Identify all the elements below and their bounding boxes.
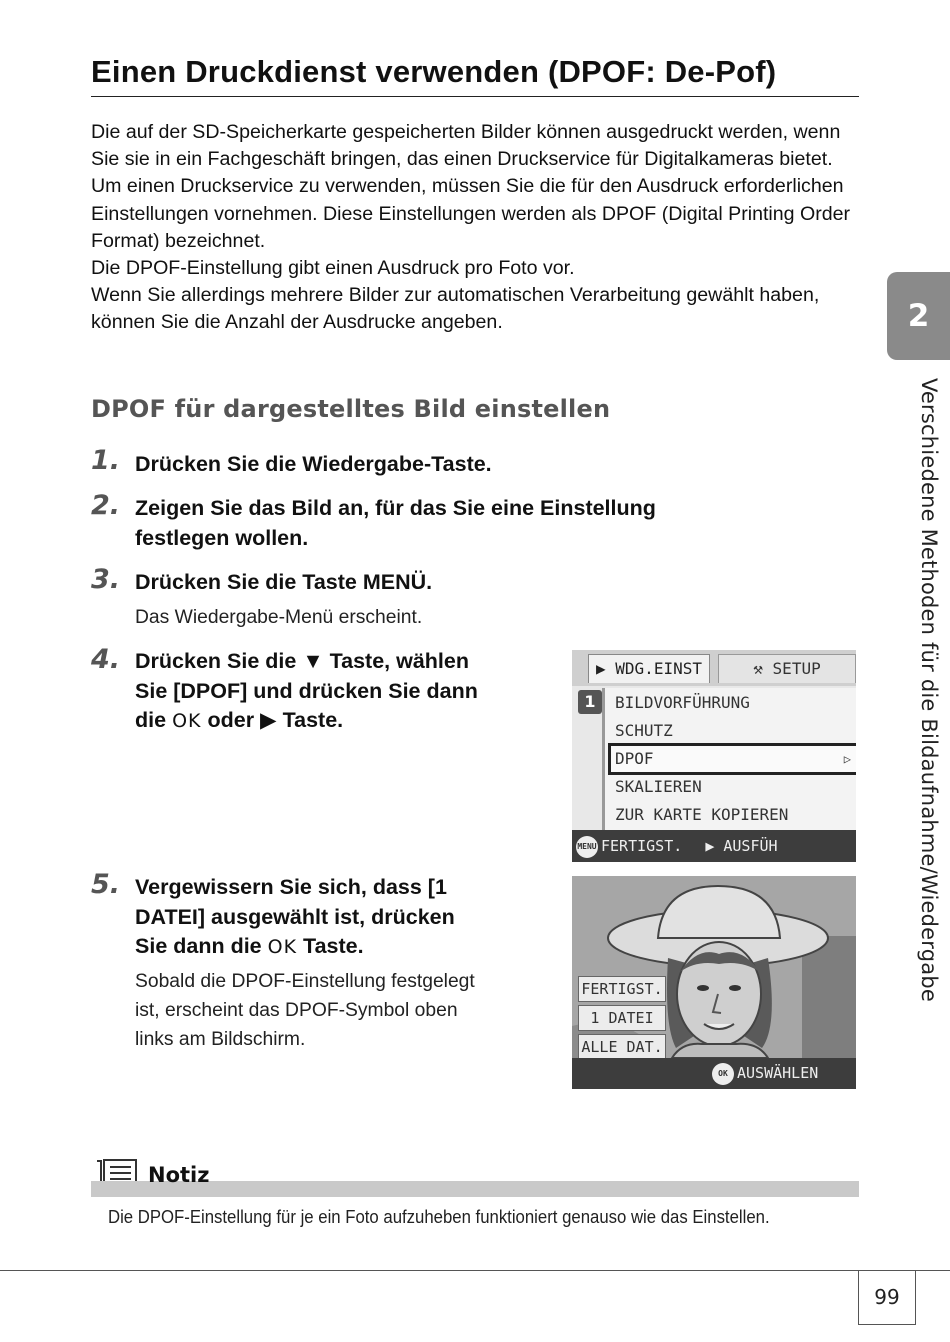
dpof-option-selected: 1 DATEI xyxy=(578,1005,666,1031)
dpof-option: FERTIGST. xyxy=(578,976,666,1002)
note-text: Die DPOF-Einstellung für je ein Foto aufzuheben funktioniert genauso wie das Einstellen. xyxy=(108,1207,770,1227)
chapter-side-title: Verschiedene Methoden für die Bildaufnahme/Wiedergabe xyxy=(917,378,941,1002)
step-line: Sie dann die OK Taste. xyxy=(135,934,364,958)
step-subtext: Das Wiedergabe-Menü erscheint. xyxy=(135,607,423,628)
intro-paragraph: Um einen Druckservice zu verwenden, müssen Sie die für den Ausdruck erforderlichen Einstellungen vornehmen. Diese Einstellungen werden als DPOF (Digital Printing Order Format) bezeichnet. xyxy=(91,175,851,252)
wrench-icon: ⚒ xyxy=(753,659,763,678)
step-line: festlegen wollen. xyxy=(135,525,309,550)
step-text xyxy=(135,873,455,963)
menu-item: SKALIEREN xyxy=(615,777,702,796)
intro-paragraph: Die DPOF-Einstellung gibt einen Ausdruck pro Foto vor. xyxy=(91,257,575,280)
ok-button-glyph: OK xyxy=(267,936,298,958)
step-number: 3. xyxy=(91,564,121,595)
menu-item: BILDVORFÜHRUNG xyxy=(615,693,750,712)
title-divider xyxy=(91,96,859,97)
step-number: 5. xyxy=(91,869,121,900)
menu-footer-bar: MENU FERTIGST. ▶ AUSFÜH xyxy=(572,830,856,862)
step-number: 4. xyxy=(91,644,121,675)
menu-item: ZUR KARTE KOPIEREN xyxy=(615,805,789,824)
menu-page-number: 1 xyxy=(578,690,602,714)
page-title: Einen Druckdienst verwenden (DPOF: De-Pof) xyxy=(91,54,777,89)
chapter-tab: 2 xyxy=(887,272,950,360)
dpof-footer-bar: OK AUSWÄHLEN xyxy=(572,1058,856,1089)
camera-menu-screen xyxy=(572,650,856,862)
right-triangle-icon: ▶ xyxy=(260,708,277,732)
ok-button-glyph: OK xyxy=(172,710,202,732)
step-text: Drücken Sie die Wiedergabe-Taste. xyxy=(135,452,492,476)
down-triangle-icon: ▼ xyxy=(302,649,324,673)
menu-item-selected: DPOF ▷ xyxy=(608,743,856,775)
step-line: die OK oder ▶ Taste. xyxy=(135,708,344,732)
dpof-option-list xyxy=(578,976,666,1063)
ok-button-icon: OK xyxy=(712,1063,734,1085)
step-text xyxy=(135,494,656,553)
step-number: 2. xyxy=(91,490,121,521)
section-heading: DPOF für dargestelltes Bild einstellen xyxy=(91,395,611,423)
step-line: Zeigen Sie das Bild an, für das Sie eine Einstellung xyxy=(135,496,656,520)
camera-dpof-screen xyxy=(572,876,856,1089)
step-line: DATEI] ausgewählt ist, drücken xyxy=(135,904,455,929)
step-subtext: Sobald die DPOF-Einstellung festgelegt ist, erscheint das DPOF-Symbol oben links am Bildschirm. xyxy=(135,971,475,1050)
footer-divider xyxy=(0,1270,950,1271)
submenu-arrow-icon: ▷ xyxy=(843,752,851,766)
dpof-option: ALLE DAT. xyxy=(578,1034,666,1060)
menu-item: SCHUTZ xyxy=(615,721,673,740)
playback-icon: ▶ xyxy=(596,659,606,678)
playback-menu-list xyxy=(602,688,856,832)
note-title: Notiz xyxy=(148,1163,210,1187)
step-number: 1. xyxy=(91,445,121,476)
step-line: Drücken Sie die ▼ Taste, wählen xyxy=(135,649,469,673)
step-text xyxy=(135,647,478,737)
intro-paragraph: Die auf der SD-Speicherkarte gespeicherten Bilder können ausgedruckt werden, wenn Sie sie in ein Fachgeschäft bringen, das einen Druckservice für Digitalkameras bietet. xyxy=(91,121,841,171)
step-line: Sie [DPOF] und drücken Sie dann xyxy=(135,678,478,703)
step-text: Drücken Sie die Taste MENÜ. xyxy=(135,570,433,594)
intro-text xyxy=(91,119,866,337)
menu-button-icon: MENU xyxy=(576,836,598,858)
page-number: 99 xyxy=(858,1270,916,1325)
step-line: Vergewissern Sie sich, dass [1 xyxy=(135,875,447,899)
tab-playback-settings: ▶ WDG.EINST xyxy=(588,654,710,683)
menu-tab-bar xyxy=(572,650,856,686)
right-button-icon: ▶ xyxy=(705,837,715,855)
intro-paragraph: Wenn Sie allerdings mehrere Bilder zur automatischen Verarbeitung gewählt haben, können Sie die Anzahl der Ausdrucke angeben. xyxy=(91,284,820,334)
tab-setup: ⚒ SETUP xyxy=(718,654,856,683)
